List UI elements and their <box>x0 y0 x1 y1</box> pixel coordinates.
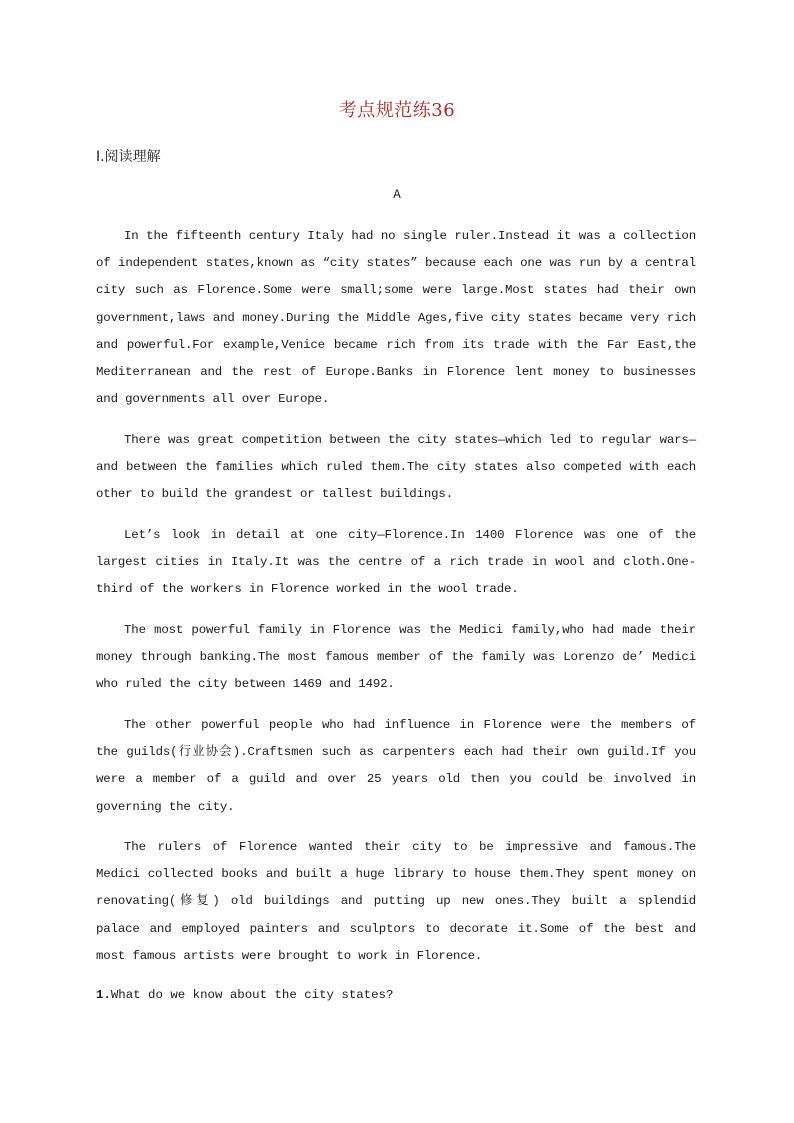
question-text: What do we know about the city states? <box>110 988 394 1002</box>
paragraph-3: Let’s look in detail at one city—Florence.In 1400 Florence was one of the largest cities in Italy.It was the centre of a rich trade in wool and cloth.One-third of the workers in Florence worked in the wool trade. <box>96 528 696 597</box>
paragraph-1-block <box>96 223 696 413</box>
section-heading: Ⅰ.阅读理解 <box>96 149 161 165</box>
paragraph-1: In the fifteenth century Italy had no single ruler.Instead it was a collection of independent states,known as “city states” because each one was run by a central city such as Florence.Some were small;some were large.Most states had their own government,laws and money.During the Middle Ages,five city states became very rich and powerful.For example,Venice became rich from its trade with the Far East,the Mediterranean and the rest of Europe.Banks in Florence lent money to businesses and governments all over Europe. <box>96 229 696 407</box>
paragraph-5-block <box>96 712 696 821</box>
question-number: 1. <box>96 988 111 1002</box>
paragraph-4: The most powerful family in Florence was the Medici family,who had made their money through banking.The most famous member of the family was Lorenzo de’ Medici who ruled the city between 1469 and 1492. <box>96 623 696 692</box>
paragraph-2-block <box>96 427 696 509</box>
paragraph-3-block <box>96 522 696 604</box>
passage-label: A <box>393 188 401 202</box>
paragraph-4-block <box>96 617 696 699</box>
paragraph-6: The rulers of Florence wanted their city to be impressive and famous.The Medici collected books and built a huge library to house them.They spent money on renovating(修复) old buildings and putting up new ones.They built a splendid palace and employed painters and sculptors to decorate it.Some of the best and most famous artists were brought to work in Florence. <box>96 840 696 963</box>
paragraph-2: There was great competition between the city states—which led to regular wars—and between the families which ruled them.The city states also competed with each other to build the grandest or tallest buildings. <box>96 433 696 502</box>
paragraph-6-block <box>96 834 696 970</box>
page-title: 考点规范练36 <box>338 100 456 121</box>
question-1 <box>96 988 393 1002</box>
paragraph-5: The other powerful people who had influence in Florence were the members of the guilds(行业协会).Craftsmen such as carpenters each had their own guild.If you were a member of a guild and over 25 years old then you could be involved in governing the city. <box>96 718 696 814</box>
